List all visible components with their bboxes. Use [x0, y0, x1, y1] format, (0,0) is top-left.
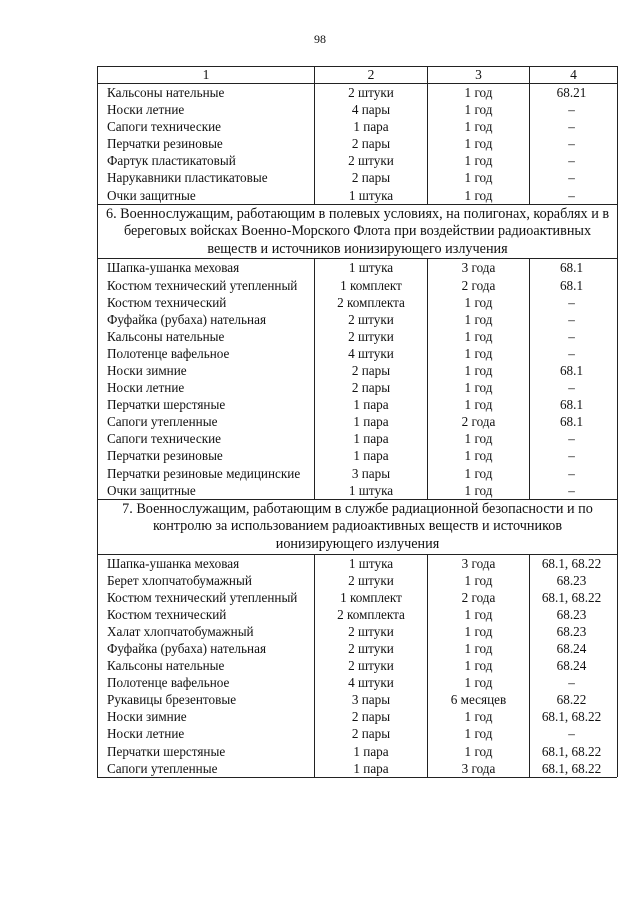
- item-term: 1 год: [428, 362, 530, 379]
- table-row: [98, 674, 618, 691]
- item-term: 1 год: [428, 101, 530, 118]
- table-row: [98, 743, 618, 760]
- table-row: [98, 328, 618, 345]
- item-reference: 68.22: [530, 691, 618, 708]
- item-name: Перчатки резиновые медицинские: [98, 465, 315, 482]
- item-quantity: 1 пара: [315, 760, 428, 777]
- item-reference: –: [530, 379, 618, 396]
- item-name: Сапоги утепленные: [98, 760, 315, 777]
- item-reference: –: [530, 328, 618, 345]
- item-quantity: 2 пары: [315, 135, 428, 152]
- table-row: [98, 396, 618, 413]
- item-name: Халат хлопчатобумажный: [98, 623, 315, 640]
- item-quantity: 1 штука: [315, 187, 428, 205]
- item-term: 1 год: [428, 379, 530, 396]
- item-reference: –: [530, 101, 618, 118]
- supply-norms-table: [97, 66, 618, 777]
- item-reference: 68.1, 68.22: [530, 743, 618, 760]
- item-quantity: 1 штука: [315, 554, 428, 572]
- item-term: 1 год: [428, 328, 530, 345]
- item-quantity: 1 пара: [315, 447, 428, 464]
- section-heading: 7. Военнослужащим, работающим в службе радиационной безопасности и по контролю за использованием радиоактивных веществ и источников ионизирующего излучения: [98, 499, 618, 554]
- item-reference: 68.1: [530, 413, 618, 430]
- table-row: [98, 554, 618, 572]
- table-row: [98, 169, 618, 186]
- column-number-3: 3: [428, 67, 530, 84]
- column-number-header: [98, 67, 618, 84]
- item-term: 1 год: [428, 572, 530, 589]
- item-reference: 68.1, 68.22: [530, 760, 618, 777]
- item-name: Нарукавники пластикатовые: [98, 169, 315, 186]
- item-quantity: 2 штуки: [315, 572, 428, 589]
- table-row: [98, 725, 618, 742]
- item-name: Сапоги технические: [98, 118, 315, 135]
- table-row: [98, 135, 618, 152]
- table-row: [98, 623, 618, 640]
- item-reference: –: [530, 465, 618, 482]
- item-term: 1 год: [428, 294, 530, 311]
- item-quantity: 2 комплекта: [315, 606, 428, 623]
- table-row: [98, 187, 618, 205]
- item-quantity: 1 комплект: [315, 589, 428, 606]
- item-reference: –: [530, 447, 618, 464]
- item-reference: –: [530, 152, 618, 169]
- item-reference: 68.1: [530, 396, 618, 413]
- item-term: 1 год: [428, 465, 530, 482]
- item-term: 3 года: [428, 554, 530, 572]
- table-row: [98, 465, 618, 482]
- item-term: 1 год: [428, 135, 530, 152]
- item-name: Перчатки шерстяные: [98, 743, 315, 760]
- item-term: 1 год: [428, 482, 530, 500]
- item-quantity: 2 пары: [315, 379, 428, 396]
- item-name: Кальсоны нательные: [98, 84, 315, 102]
- item-term: 1 год: [428, 623, 530, 640]
- table-row: [98, 277, 618, 294]
- item-quantity: 2 штуки: [315, 328, 428, 345]
- item-quantity: 2 штуки: [315, 657, 428, 674]
- table-row: [98, 118, 618, 135]
- item-name: Носки зимние: [98, 362, 315, 379]
- item-term: 1 год: [428, 708, 530, 725]
- item-term: 1 год: [428, 606, 530, 623]
- item-name: Фуфайка (рубаха) нательная: [98, 640, 315, 657]
- item-name: Костюм технический утепленный: [98, 589, 315, 606]
- item-quantity: 1 комплект: [315, 277, 428, 294]
- item-name: Кальсоны нательные: [98, 657, 315, 674]
- item-name: Очки защитные: [98, 482, 315, 500]
- item-reference: 68.24: [530, 657, 618, 674]
- table-row: [98, 447, 618, 464]
- item-reference: 68.23: [530, 572, 618, 589]
- item-reference: –: [530, 430, 618, 447]
- column-number-2: 2: [315, 67, 428, 84]
- item-reference: 68.1, 68.22: [530, 708, 618, 725]
- item-name: Носки зимние: [98, 708, 315, 725]
- item-reference: –: [530, 294, 618, 311]
- item-quantity: 3 пары: [315, 691, 428, 708]
- item-term: 2 года: [428, 413, 530, 430]
- table-row: [98, 657, 618, 674]
- item-name: Носки летние: [98, 379, 315, 396]
- table-row: [98, 311, 618, 328]
- item-reference: 68.21: [530, 84, 618, 102]
- item-term: 1 год: [428, 169, 530, 186]
- table-row: [98, 708, 618, 725]
- item-quantity: 4 штуки: [315, 674, 428, 691]
- item-name: Фартук пластикатовый: [98, 152, 315, 169]
- item-quantity: 1 пара: [315, 413, 428, 430]
- item-reference: 68.1, 68.22: [530, 554, 618, 572]
- item-term: 3 года: [428, 760, 530, 777]
- item-reference: –: [530, 187, 618, 205]
- item-term: 1 год: [428, 447, 530, 464]
- item-reference: –: [530, 118, 618, 135]
- item-quantity: 2 штуки: [315, 640, 428, 657]
- item-reference: 68.23: [530, 606, 618, 623]
- item-quantity: 2 штуки: [315, 623, 428, 640]
- item-name: Костюм технический утепленный: [98, 277, 315, 294]
- section-heading-row: [98, 204, 618, 259]
- table-row: [98, 606, 618, 623]
- item-quantity: 2 штуки: [315, 152, 428, 169]
- item-quantity: 2 комплекта: [315, 294, 428, 311]
- table-row: [98, 379, 618, 396]
- section-heading-row: [98, 499, 618, 554]
- table-row: [98, 430, 618, 447]
- column-number-4: 4: [530, 67, 618, 84]
- item-term: 1 год: [428, 187, 530, 205]
- item-quantity: 2 пары: [315, 169, 428, 186]
- table-row: [98, 589, 618, 606]
- item-reference: –: [530, 345, 618, 362]
- item-name: Полотенце вафельное: [98, 674, 315, 691]
- item-quantity: 4 пары: [315, 101, 428, 118]
- page-number: 98: [314, 32, 326, 46]
- item-name: Костюм технический: [98, 294, 315, 311]
- item-quantity: 1 пара: [315, 430, 428, 447]
- table-row: [98, 413, 618, 430]
- item-reference: 68.23: [530, 623, 618, 640]
- item-quantity: 2 пары: [315, 708, 428, 725]
- table-row: [98, 640, 618, 657]
- column-number-1: 1: [98, 67, 315, 84]
- item-term: 1 год: [428, 725, 530, 742]
- item-quantity: 2 штуки: [315, 311, 428, 328]
- item-term: 1 год: [428, 640, 530, 657]
- item-reference: 68.24: [530, 640, 618, 657]
- item-name: Шапка-ушанка меховая: [98, 554, 315, 572]
- table-row: [98, 760, 618, 777]
- item-name: Носки летние: [98, 725, 315, 742]
- item-term: 1 год: [428, 345, 530, 362]
- item-name: Сапоги технические: [98, 430, 315, 447]
- item-term: 1 год: [428, 396, 530, 413]
- item-name: Костюм технический: [98, 606, 315, 623]
- item-quantity: 1 пара: [315, 118, 428, 135]
- item-term: 2 года: [428, 277, 530, 294]
- item-name: Кальсоны нательные: [98, 328, 315, 345]
- item-quantity: 1 пара: [315, 743, 428, 760]
- table-row: [98, 101, 618, 118]
- item-term: 1 год: [428, 311, 530, 328]
- item-reference: –: [530, 169, 618, 186]
- item-term: 6 месяцев: [428, 691, 530, 708]
- item-name: Фуфайка (рубаха) нательная: [98, 311, 315, 328]
- item-term: 1 год: [428, 674, 530, 691]
- item-reference: –: [530, 725, 618, 742]
- item-name: Берет хлопчатобумажный: [98, 572, 315, 589]
- table-row: [98, 152, 618, 169]
- table-row: [98, 691, 618, 708]
- item-quantity: 2 пары: [315, 362, 428, 379]
- item-name: Перчатки шерстяные: [98, 396, 315, 413]
- item-reference: 68.1: [530, 259, 618, 277]
- item-quantity: 1 штука: [315, 259, 428, 277]
- item-term: 1 год: [428, 84, 530, 102]
- item-reference: –: [530, 674, 618, 691]
- item-quantity: 1 штука: [315, 482, 428, 500]
- item-term: 2 года: [428, 589, 530, 606]
- item-name: Сапоги утепленные: [98, 413, 315, 430]
- item-term: 1 год: [428, 743, 530, 760]
- item-name: Очки защитные: [98, 187, 315, 205]
- table-row: [98, 345, 618, 362]
- table-bottom-border: [97, 777, 617, 778]
- table-row: [98, 294, 618, 311]
- item-reference: –: [530, 311, 618, 328]
- item-name: Рукавицы брезентовые: [98, 691, 315, 708]
- item-quantity: 3 пары: [315, 465, 428, 482]
- item-name: Перчатки резиновые: [98, 447, 315, 464]
- table-row: [98, 572, 618, 589]
- table-row: [98, 362, 618, 379]
- item-term: 1 год: [428, 430, 530, 447]
- item-term: 1 год: [428, 118, 530, 135]
- item-name: Полотенце вафельное: [98, 345, 315, 362]
- item-term: 1 год: [428, 657, 530, 674]
- item-reference: 68.1: [530, 277, 618, 294]
- item-name: Шапка-ушанка меховая: [98, 259, 315, 277]
- item-quantity: 4 штуки: [315, 345, 428, 362]
- item-reference: 68.1: [530, 362, 618, 379]
- table-row: [98, 259, 618, 277]
- item-quantity: 2 пары: [315, 725, 428, 742]
- section-heading: 6. Военнослужащим, работающим в полевых условиях, на полигонах, кораблях и в береговых войсках Военно-Морского Флота при воздействии радиоактивных веществ и источников ионизирующего излучения: [98, 204, 618, 259]
- item-quantity: 2 штуки: [315, 84, 428, 102]
- item-term: 3 года: [428, 259, 530, 277]
- table-row: [98, 482, 618, 500]
- item-name: Перчатки резиновые: [98, 135, 315, 152]
- item-quantity: 1 пара: [315, 396, 428, 413]
- item-name: Носки летние: [98, 101, 315, 118]
- item-reference: –: [530, 482, 618, 500]
- table-row: [98, 84, 618, 102]
- item-reference: –: [530, 135, 618, 152]
- item-reference: 68.1, 68.22: [530, 589, 618, 606]
- item-term: 1 год: [428, 152, 530, 169]
